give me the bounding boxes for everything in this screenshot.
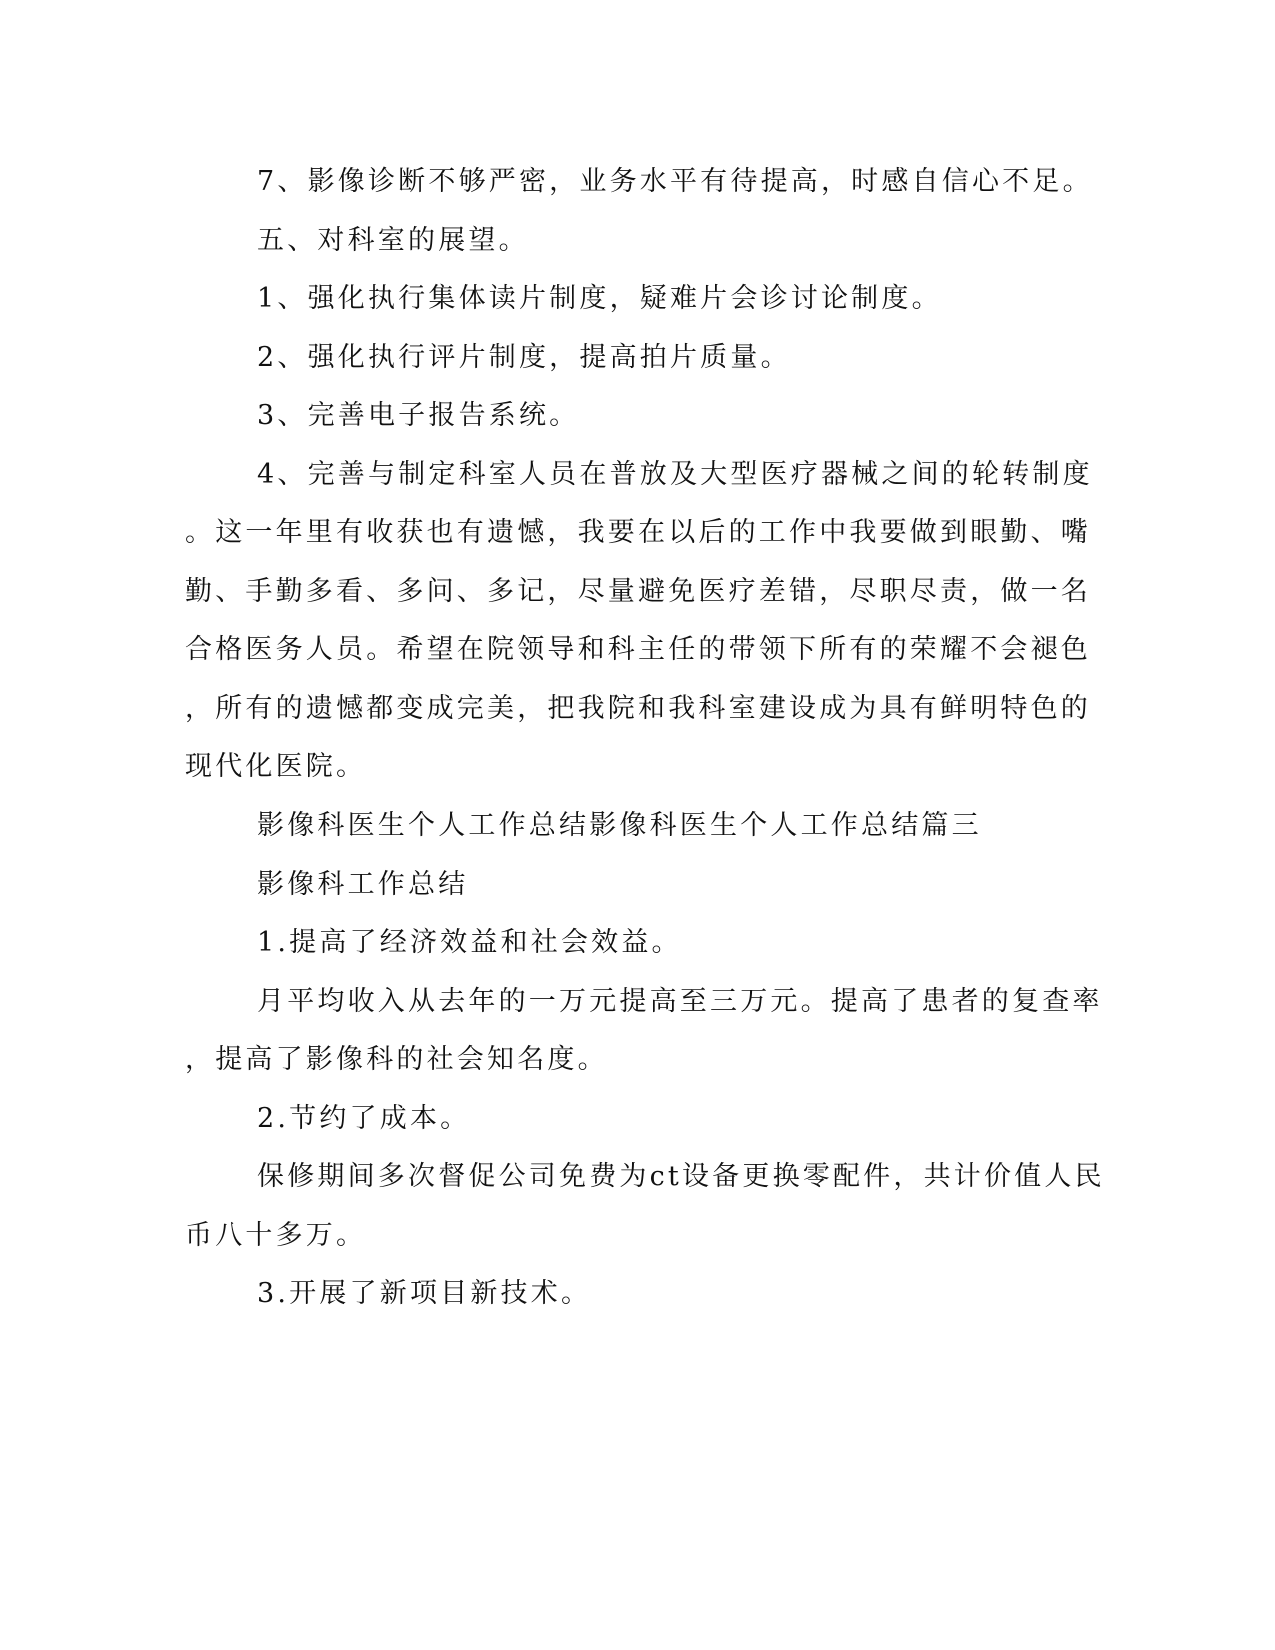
paragraph-line: 保修期间多次督促公司免费为ct设备更换零配件，共计价值人民 bbox=[257, 1161, 1105, 1192]
paragraph-line: ，所有的遗憾都变成完美，把我院和我科室建设成为具有鲜明特色的 bbox=[185, 693, 1091, 724]
paragraph-line: 1.提高了经济效益和社会效益。 bbox=[257, 927, 682, 958]
paragraph-line: 3、完善电子报告系统。 bbox=[257, 400, 580, 431]
paragraph-line: 2、强化执行评片制度，提高拍片质量。 bbox=[257, 342, 791, 373]
paragraph-line: 2.节约了成本。 bbox=[257, 1103, 471, 1134]
paragraph-line: 现代化医院。 bbox=[185, 751, 367, 782]
paragraph-line: 1、强化执行集体读片制度，疑难片会诊讨论制度。 bbox=[257, 283, 942, 314]
paragraph-line: 币八十多万。 bbox=[185, 1220, 367, 1251]
section-heading: 影像科医生个人工作总结影像科医生个人工作总结篇三 bbox=[257, 810, 982, 841]
paragraph-line: ，提高了影像科的社会知名度。 bbox=[185, 1044, 608, 1075]
paragraph-line: 7、影像诊断不够严密，业务水平有待提高，时感自信心不足。 bbox=[257, 166, 1093, 197]
paragraph-line: 勤、手勤多看、多问、多记，尽量避免医疗差错，尽职尽责，做一名 bbox=[185, 576, 1091, 607]
paragraph-line: 4、完善与制定科室人员在普放及大型医疗器械之间的轮转制度 bbox=[257, 459, 1093, 490]
paragraph-line: 。这一年里有收获也有遗憾，我要在以后的工作中我要做到眼勤、嘴 bbox=[185, 517, 1091, 548]
paragraph-line: 3.开展了新项目新技术。 bbox=[257, 1278, 592, 1309]
section-heading: 五、对科室的展望。 bbox=[257, 225, 529, 256]
paragraph-line: 月平均收入从去年的一万元提高至三万元。提高了患者的复查率 bbox=[257, 986, 1103, 1017]
section-heading: 影像科工作总结 bbox=[257, 869, 469, 900]
paragraph-line: 合格医务人员。希望在院领导和科主任的带领下所有的荣耀不会褪色 bbox=[185, 634, 1091, 665]
